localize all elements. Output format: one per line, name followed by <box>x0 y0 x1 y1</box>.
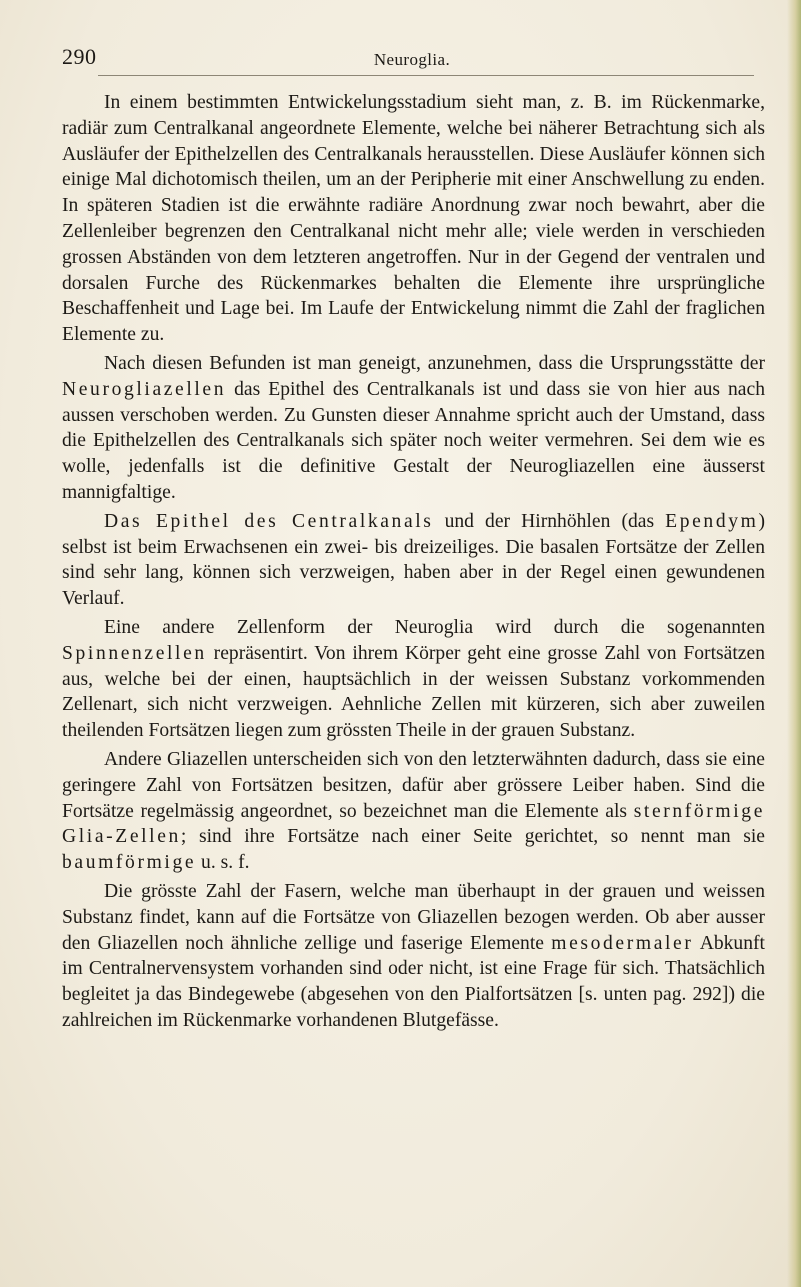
paragraph-text: Abkunft im Centralnervensystem vorhanden sind oder nicht, ist eine Frage für sich. Thatsächlich begleitet ja das Bindegewebe (abgesehen von den Pialfortsätzen [s. unten pag. 292]) die zahlreichen im Rückenmarke vorhandenen Blutgefässe. <box>62 932 765 1031</box>
emphasis-term: mesodermaler <box>551 932 694 954</box>
paragraph-2 <box>62 351 765 506</box>
page-edge-shadow <box>787 0 801 1287</box>
paragraph-3 <box>62 509 765 612</box>
paragraph-1 <box>62 90 765 348</box>
paragraph-text: Eine andere Zellenform der Neuroglia wird durch die sogenannten <box>104 616 765 638</box>
page-number: 290 <box>62 44 97 69</box>
paragraph-4 <box>62 615 765 744</box>
paragraph-text: das Epithel des Centralkanals ist und dass sie von hier aus nach aussen verschoben werden. Zu Gunsten dieser Annahme spricht auch der Umstand, dass die Epithelzellen des Centralkanals sich später noch weiter vermehren. Sei dem wie es wolle, jedenfalls ist die definitive Gestalt der Neurogliazellen eine äusserst mannigfaltige. <box>62 378 765 503</box>
emphasis-term: Neurogliazellen <box>62 378 227 400</box>
paragraph-text: Die grösste Zahl der Fasern, welche man überhaupt in der grauen und weissen Substanz findet, kann auf die Fortsätze von Gliazellen bezogen werden. Ob aber ausser den Gliazellen noch ähnliche zellige und faserige Elemente <box>62 880 765 954</box>
page-header <box>62 44 762 78</box>
paragraph-5 <box>62 747 765 876</box>
paragraph-6 <box>62 879 765 1034</box>
paragraph-text: u. s. f. <box>196 852 250 874</box>
paragraph-text: und der Hirnhöhlen (das <box>433 510 666 532</box>
paragraph-text: repräsentirt. Von ihrem Körper geht eine grosse Zahl von Fortsätzen aus, welche bei der einen, hauptsächlich in der weissen Substanz vorkommenden Zellenart, sich nicht verzweigen. Aehnliche Zellen mit kürzeren, sich aber zuweilen theilenden Fortsätzen liegen zum grössten Theile in der grauen Substanz. <box>62 642 765 742</box>
body-text <box>62 90 765 1037</box>
emphasis-term: Spinnenzellen <box>62 642 207 664</box>
paragraph-text: Andere Gliazellen unterscheiden sich von den letzterwähnten dadurch, dass sie eine geringere Zahl von Fortsätzen besitzen, dafür aber grössere Leiber haben. Sind die Fortsätze regelmässig angeordnet, so bezeichnet man die Elemente als <box>62 748 765 822</box>
paragraph-text: In einem bestimmten Entwickelungsstadium sieht man, z. B. im Rückenmarke, radiär zum Centralkanal angeordnete Elemente, welche bei näherer Betrachtung sich als Ausläufer der Epithelzellen des Centralkanals herausstellen. Diese Ausläufer können sich einige Mal dichotomisch theilen, um an der Peripherie mit einer Anschwellung zu enden. In späteren Stadien ist die erwähnte radiäre Anordnung zwar noch bewahrt, aber die Zellenleiber begrenzen den Centralkanal nicht mehr alle; viele werden in verschieden grossen Abständen von dem letzteren angetroffen. Nur in der Gegend der ventralen und dorsalen Furche des Rückenmarkes behalten die Elemente ihre ursprüngliche Beschaffenheit und Lage bei. Im Laufe der Entwickelung nimmt die Zahl der fraglichen Elemente zu. <box>62 92 765 346</box>
paragraph-text: Nach diesen Befunden ist man geneigt, anzunehmen, dass die Ursprungsstätte der <box>104 352 765 374</box>
emphasis-term: baumförmige <box>62 852 197 874</box>
paragraph-text: ) selbst ist beim Erwachsenen ein zwei- bis dreizeiliges. Die basalen Fortsätze der Zellen sind sehr lang, können sich verzweigen, haben aber in der Regel einen gewundenen Verlauf. <box>62 510 765 610</box>
emphasis-term: Das Epithel des Centralkanals <box>104 510 434 532</box>
paragraph-text: ; sind ihre Fortsätze nach einer Seite gerichtet, so nennt man sie <box>180 826 765 848</box>
emphasis-term: sternförmige Glia-Zellen <box>62 800 765 848</box>
header-rule <box>98 75 754 76</box>
running-title: Neuroglia. <box>373 50 451 69</box>
emphasis-term: Ependym <box>665 510 759 532</box>
